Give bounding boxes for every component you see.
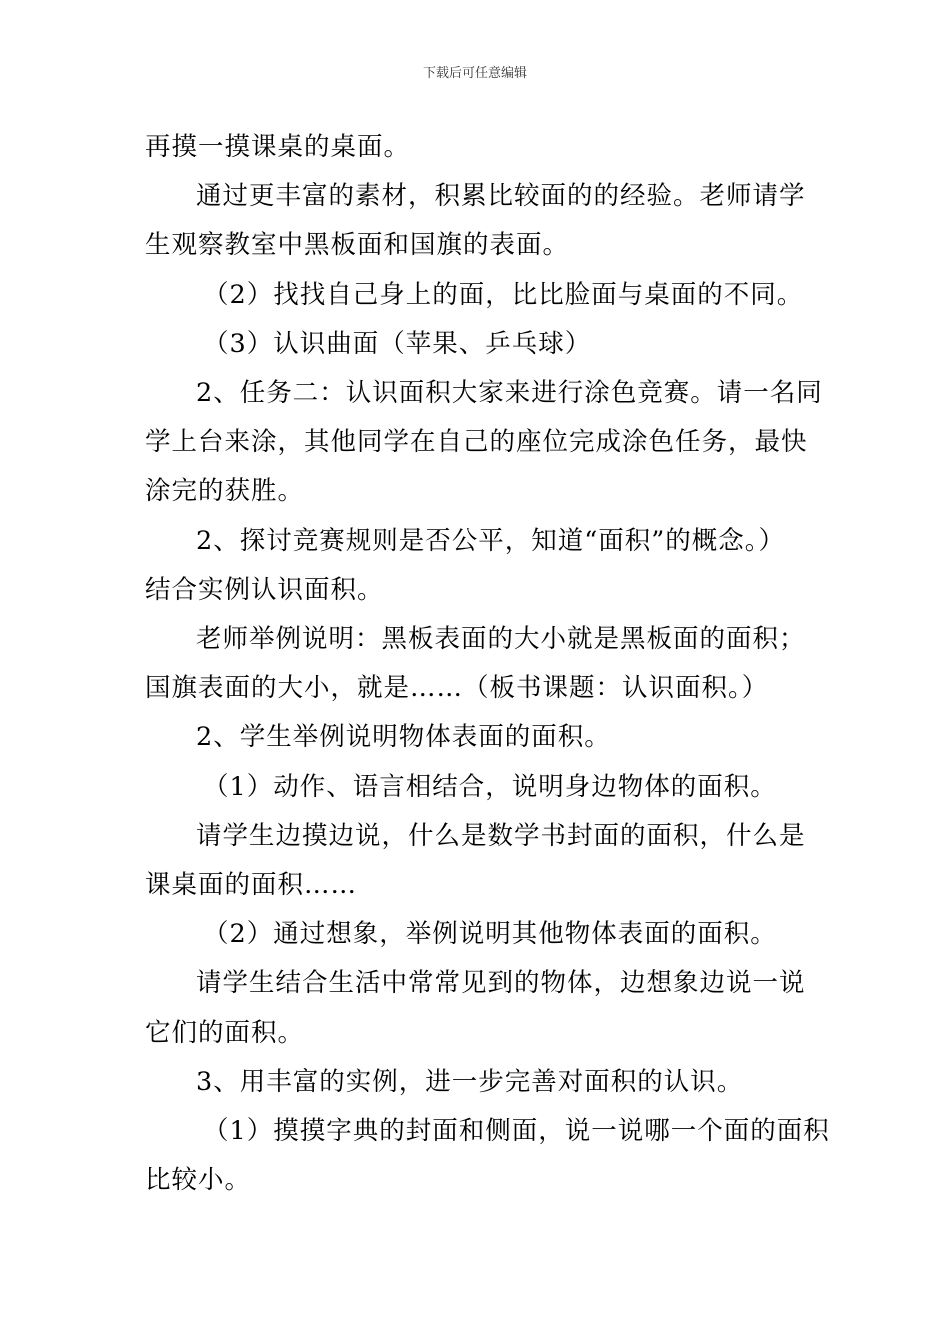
paragraph-4 xyxy=(145,320,810,369)
paragraph-line: 老师举例说明：黑板表面的大小就是黑板面的面积； xyxy=(196,624,806,655)
paragraph-line: （2）找找自己身上的面，比比脸面与桌面的不同。 xyxy=(203,279,804,310)
paragraph-1 xyxy=(145,123,810,172)
paragraph-line: （2）通过想象，举例说明其他物体表面的面积。 xyxy=(203,919,777,950)
paragraph-line: 比较小。 xyxy=(145,1165,252,1196)
paragraph-line: 涂完的获胜。 xyxy=(145,476,305,507)
paragraph-line: 再摸一摸课桌的桌面。 xyxy=(145,132,411,162)
paragraph-6 xyxy=(145,517,810,615)
document-body xyxy=(145,123,830,1205)
paragraph-line: （1）动作、语言相结合，说明身边物体的面积。 xyxy=(203,771,777,802)
paragraph-5 xyxy=(145,369,823,517)
paragraph-7 xyxy=(145,615,810,713)
paragraph-13 xyxy=(145,1058,810,1107)
paragraph-9 xyxy=(145,763,810,812)
paragraph-line: 生观察教室中黑板面和国旗的表面。 xyxy=(145,230,570,261)
paragraph-line: 2、任务二：认识面积大家来进行涂色竞赛。请一名同 xyxy=(196,378,823,409)
paragraph-10 xyxy=(145,812,810,910)
paragraph-12 xyxy=(145,959,810,1057)
paragraph-11 xyxy=(145,910,810,959)
paragraph-line: 结合实例认识面积。 xyxy=(145,574,384,605)
paragraph-line: 国旗表面的大小，就是……（板书课题：认识面积。） xyxy=(145,673,769,704)
page-header-note: 下载后可任意编辑 xyxy=(422,66,527,81)
paragraph-line: 2、学生举例说明物体表面的面积。 xyxy=(196,722,611,753)
paragraph-line: 请学生结合生活中常常见到的物体，边想象边说一说 xyxy=(196,968,806,999)
paragraph-line: 它们的面积。 xyxy=(145,1017,305,1048)
paragraph-14 xyxy=(145,1107,830,1205)
paragraph-line: 请学生边摸边说，什么是数学书封面的面积，什么是 xyxy=(196,820,806,851)
paragraph-2 xyxy=(145,172,810,270)
paragraph-line: 2、探讨竞赛规则是否公平，知道“面积”的概念。） xyxy=(196,525,786,556)
paragraph-line: （3）认识曲面（苹果、乒乓球） xyxy=(203,328,592,359)
paragraph-line: 学上台来涂，其他同学在自己的座位完成涂色任务，最快 xyxy=(145,427,808,458)
paragraph-8 xyxy=(145,713,810,762)
paragraph-3 xyxy=(145,271,810,320)
paragraph-line: 3、用丰富的实例，进一步完善对面积的认识。 xyxy=(196,1066,744,1097)
paragraph-line: 通过更丰富的素材，积累比较面的的经验。老师请学 xyxy=(196,181,806,212)
paragraph-line: （1）摸摸字典的封面和侧面，说一说哪一个面的面积 xyxy=(203,1116,830,1147)
paragraph-line: 课桌面的面积…… xyxy=(145,870,358,901)
